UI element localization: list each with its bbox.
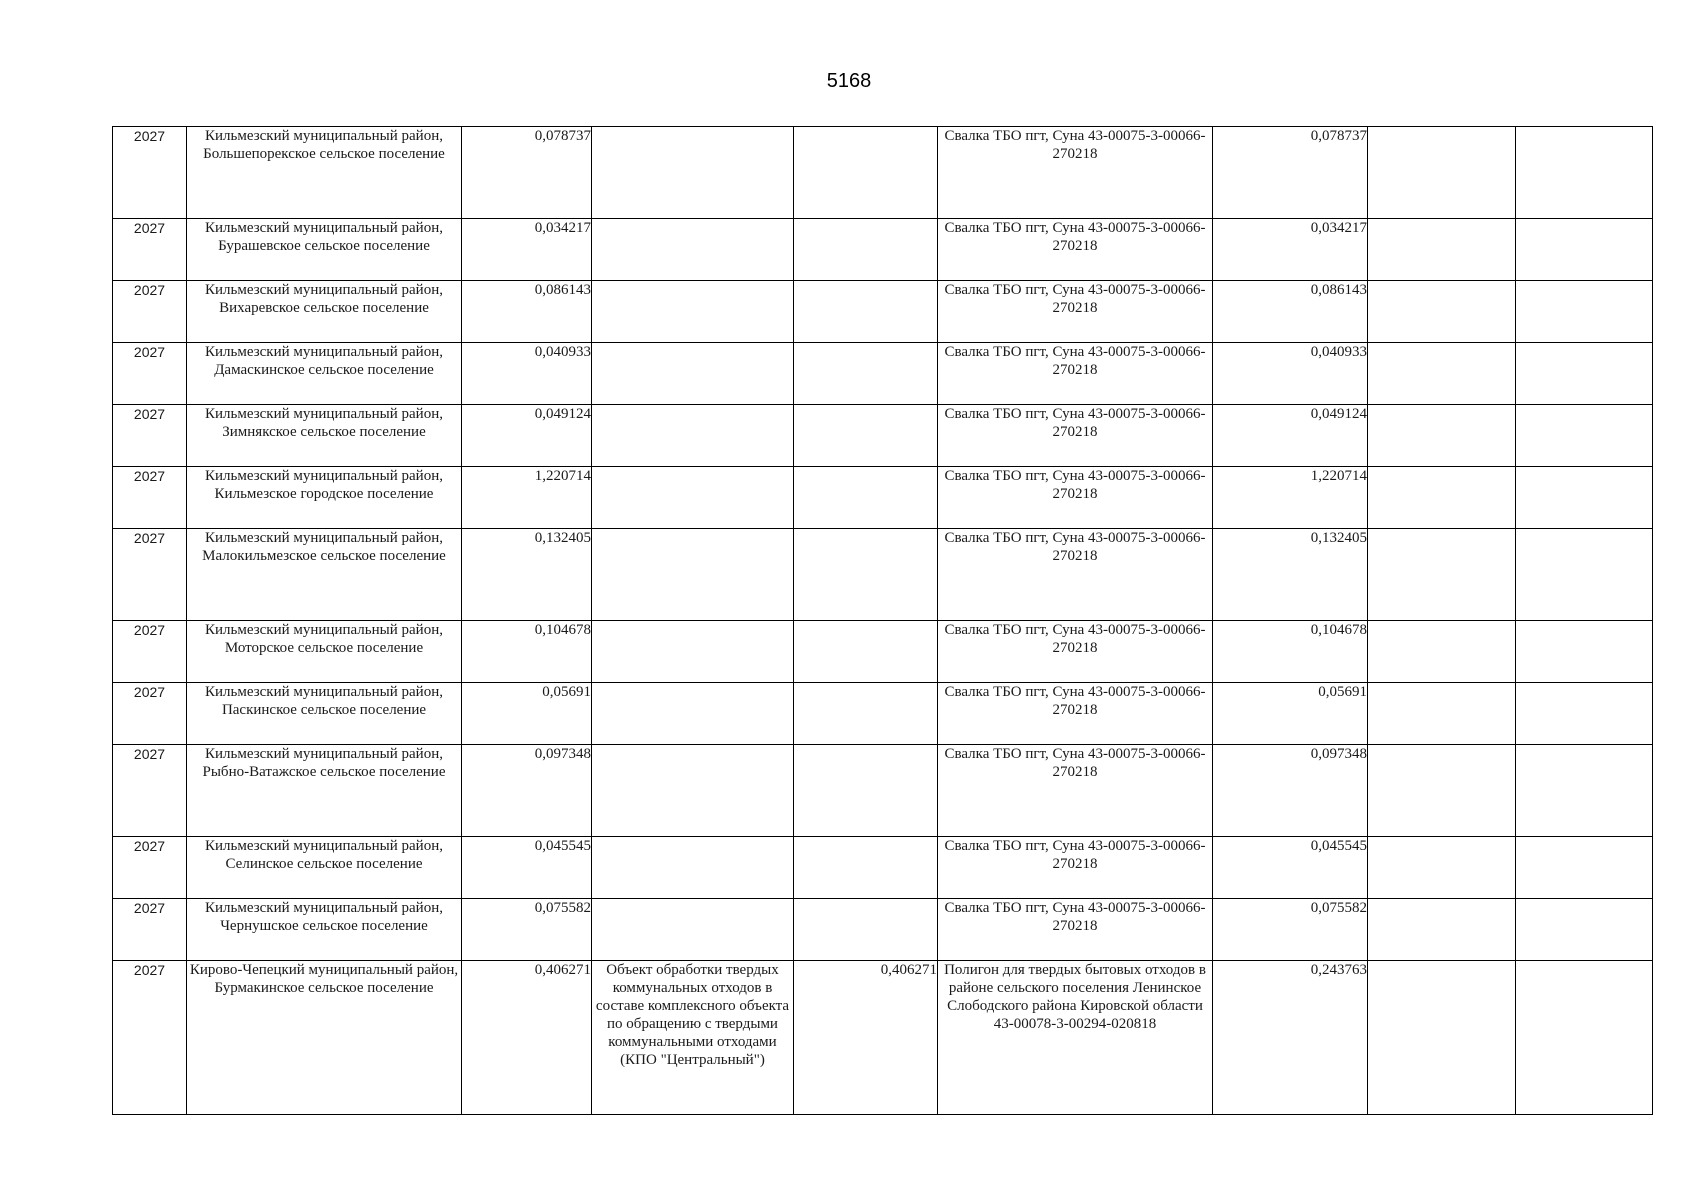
treatment-amount-cell	[794, 529, 938, 621]
amount-cell: 0,097348	[462, 745, 592, 837]
empty-cell	[1516, 467, 1653, 529]
year-cell: 2027	[113, 529, 187, 621]
disposal-amount-cell: 0,040933	[1213, 343, 1368, 405]
disposal-amount-cell: 0,132405	[1213, 529, 1368, 621]
year-cell: 2027	[113, 745, 187, 837]
treatment-amount-cell	[794, 621, 938, 683]
table-row	[113, 343, 1653, 405]
territory-cell: Кильмезский муниципальный район, Селинское сельское поселение	[187, 837, 462, 899]
disposal-object-cell: Полигон для твердых бытовых отходов в районе сельского поселения Ленинское Слободского района Кировской области 43-00078-3-00294-020818	[938, 961, 1213, 1115]
empty-cell	[1368, 467, 1516, 529]
year-cell: 2027	[113, 405, 187, 467]
treatment-object-cell	[592, 899, 794, 961]
treatment-object-cell	[592, 219, 794, 281]
territory-cell: Кильмезский муниципальный район, Бурашевское сельское поселение	[187, 219, 462, 281]
disposal-object-cell: Свалка ТБО пгт, Суна 43-00075-3-00066-270218	[938, 281, 1213, 343]
table-row	[113, 683, 1653, 745]
empty-cell	[1368, 343, 1516, 405]
treatment-object-cell	[592, 281, 794, 343]
empty-cell	[1516, 837, 1653, 899]
table-body	[113, 127, 1653, 1115]
disposal-amount-cell: 0,049124	[1213, 405, 1368, 467]
disposal-amount-cell: 0,243763	[1213, 961, 1368, 1115]
disposal-amount-cell: 0,078737	[1213, 127, 1368, 219]
year-cell: 2027	[113, 467, 187, 529]
empty-cell	[1516, 529, 1653, 621]
table-row	[113, 899, 1653, 961]
disposal-amount-cell: 0,086143	[1213, 281, 1368, 343]
treatment-object-cell	[592, 621, 794, 683]
treatment-object-cell	[592, 343, 794, 405]
treatment-amount-cell	[794, 405, 938, 467]
disposal-amount-cell: 0,05691	[1213, 683, 1368, 745]
disposal-amount-cell: 0,045545	[1213, 837, 1368, 899]
disposal-object-cell: Свалка ТБО пгт, Суна 43-00075-3-00066-270218	[938, 405, 1213, 467]
territory-cell: Кильмезский муниципальный район, Моторское сельское поселение	[187, 621, 462, 683]
treatment-object-cell	[592, 467, 794, 529]
disposal-object-cell: Свалка ТБО пгт, Суна 43-00075-3-00066-270218	[938, 467, 1213, 529]
year-cell: 2027	[113, 961, 187, 1115]
disposal-object-cell: Свалка ТБО пгт, Суна 43-00075-3-00066-270218	[938, 837, 1213, 899]
treatment-amount-cell	[794, 745, 938, 837]
territory-cell: Кирово-Чепецкий муниципальный район, Бурмакинское сельское поселение	[187, 961, 462, 1115]
table-row	[113, 467, 1653, 529]
treatment-object-cell	[592, 127, 794, 219]
territory-cell: Кильмезский муниципальный район, Малокильмезское сельское поселение	[187, 529, 462, 621]
treatment-amount-cell	[794, 837, 938, 899]
treatment-amount-cell	[794, 281, 938, 343]
amount-cell: 0,049124	[462, 405, 592, 467]
territory-cell: Кильмезский муниципальный район, Кильмезское городское поселение	[187, 467, 462, 529]
treatment-amount-cell	[794, 467, 938, 529]
amount-cell: 0,406271	[462, 961, 592, 1115]
territory-cell: Кильмезский муниципальный район, Дамаскинское сельское поселение	[187, 343, 462, 405]
territory-cell: Кильмезский муниципальный район, Паскинское сельское поселение	[187, 683, 462, 745]
disposal-amount-cell: 0,075582	[1213, 899, 1368, 961]
year-cell: 2027	[113, 837, 187, 899]
territory-cell: Кильмезский муниципальный район, Вихаревское сельское поселение	[187, 281, 462, 343]
empty-cell	[1368, 405, 1516, 467]
disposal-object-cell: Свалка ТБО пгт, Суна 43-00075-3-00066-270218	[938, 127, 1213, 219]
disposal-object-cell: Свалка ТБО пгт, Суна 43-00075-3-00066-270218	[938, 529, 1213, 621]
treatment-object-cell	[592, 683, 794, 745]
table-row	[113, 127, 1653, 219]
table-row	[113, 405, 1653, 467]
empty-cell	[1516, 683, 1653, 745]
empty-cell	[1516, 405, 1653, 467]
table-row	[113, 961, 1653, 1115]
amount-cell: 0,104678	[462, 621, 592, 683]
year-cell: 2027	[113, 899, 187, 961]
empty-cell	[1368, 837, 1516, 899]
empty-cell	[1516, 343, 1653, 405]
amount-cell: 0,132405	[462, 529, 592, 621]
disposal-object-cell: Свалка ТБО пгт, Суна 43-00075-3-00066-270218	[938, 899, 1213, 961]
treatment-object-cell: Объект обработки твердых коммунальных отходов в составе комплексного объекта по обращению с твердыми коммунальными отходами (КПО "Центральный")	[592, 961, 794, 1115]
year-cell: 2027	[113, 683, 187, 745]
empty-cell	[1368, 127, 1516, 219]
table-row	[113, 621, 1653, 683]
treatment-amount-cell: 0,406271	[794, 961, 938, 1115]
disposal-amount-cell: 1,220714	[1213, 467, 1368, 529]
empty-cell	[1368, 683, 1516, 745]
amount-cell: 1,220714	[462, 467, 592, 529]
disposal-object-cell: Свалка ТБО пгт, Суна 43-00075-3-00066-270218	[938, 745, 1213, 837]
disposal-object-cell: Свалка ТБО пгт, Суна 43-00075-3-00066-270218	[938, 683, 1213, 745]
territory-cell: Кильмезский муниципальный район, Рыбно-Ватажское сельское поселение	[187, 745, 462, 837]
table-row	[113, 219, 1653, 281]
disposal-object-cell: Свалка ТБО пгт, Суна 43-00075-3-00066-270218	[938, 621, 1213, 683]
year-cell: 2027	[113, 281, 187, 343]
table-row	[113, 745, 1653, 837]
empty-cell	[1516, 961, 1653, 1115]
amount-cell: 0,05691	[462, 683, 592, 745]
amount-cell: 0,034217	[462, 219, 592, 281]
treatment-object-cell	[592, 745, 794, 837]
amount-cell: 0,040933	[462, 343, 592, 405]
empty-cell	[1368, 281, 1516, 343]
year-cell: 2027	[113, 343, 187, 405]
empty-cell	[1368, 529, 1516, 621]
disposal-object-cell: Свалка ТБО пгт, Суна 43-00075-3-00066-270218	[938, 219, 1213, 281]
treatment-amount-cell	[794, 219, 938, 281]
disposal-amount-cell: 0,034217	[1213, 219, 1368, 281]
amount-cell: 0,086143	[462, 281, 592, 343]
year-cell: 2027	[113, 127, 187, 219]
amount-cell: 0,045545	[462, 837, 592, 899]
table-row	[113, 529, 1653, 621]
table-row	[113, 281, 1653, 343]
year-cell: 2027	[113, 219, 187, 281]
page-number: 5168	[826, 70, 872, 92]
amount-cell: 0,078737	[462, 127, 592, 219]
empty-cell	[1516, 745, 1653, 837]
table-row	[113, 837, 1653, 899]
amount-cell: 0,075582	[462, 899, 592, 961]
treatment-object-cell	[592, 405, 794, 467]
empty-cell	[1516, 219, 1653, 281]
treatment-object-cell	[592, 837, 794, 899]
treatment-amount-cell	[794, 683, 938, 745]
empty-cell	[1516, 127, 1653, 219]
empty-cell	[1368, 961, 1516, 1115]
treatment-amount-cell	[794, 343, 938, 405]
empty-cell	[1516, 899, 1653, 961]
territory-cell: Кильмезский муниципальный район, Большепорекское сельское поселение	[187, 127, 462, 219]
empty-cell	[1368, 219, 1516, 281]
disposal-object-cell: Свалка ТБО пгт, Суна 43-00075-3-00066-270218	[938, 343, 1213, 405]
territory-cell: Кильмезский муниципальный район, Чернушское сельское поселение	[187, 899, 462, 961]
disposal-amount-cell: 0,104678	[1213, 621, 1368, 683]
disposal-amount-cell: 0,097348	[1213, 745, 1368, 837]
empty-cell	[1368, 899, 1516, 961]
treatment-amount-cell	[794, 899, 938, 961]
treatment-object-cell	[592, 529, 794, 621]
treatment-amount-cell	[794, 127, 938, 219]
empty-cell	[1368, 745, 1516, 837]
empty-cell	[1368, 621, 1516, 683]
empty-cell	[1516, 621, 1653, 683]
territory-cell: Кильмезский муниципальный район, Зимнякское сельское поселение	[187, 405, 462, 467]
empty-cell	[1516, 281, 1653, 343]
year-cell: 2027	[113, 621, 187, 683]
waste-flow-table	[112, 126, 1653, 1115]
